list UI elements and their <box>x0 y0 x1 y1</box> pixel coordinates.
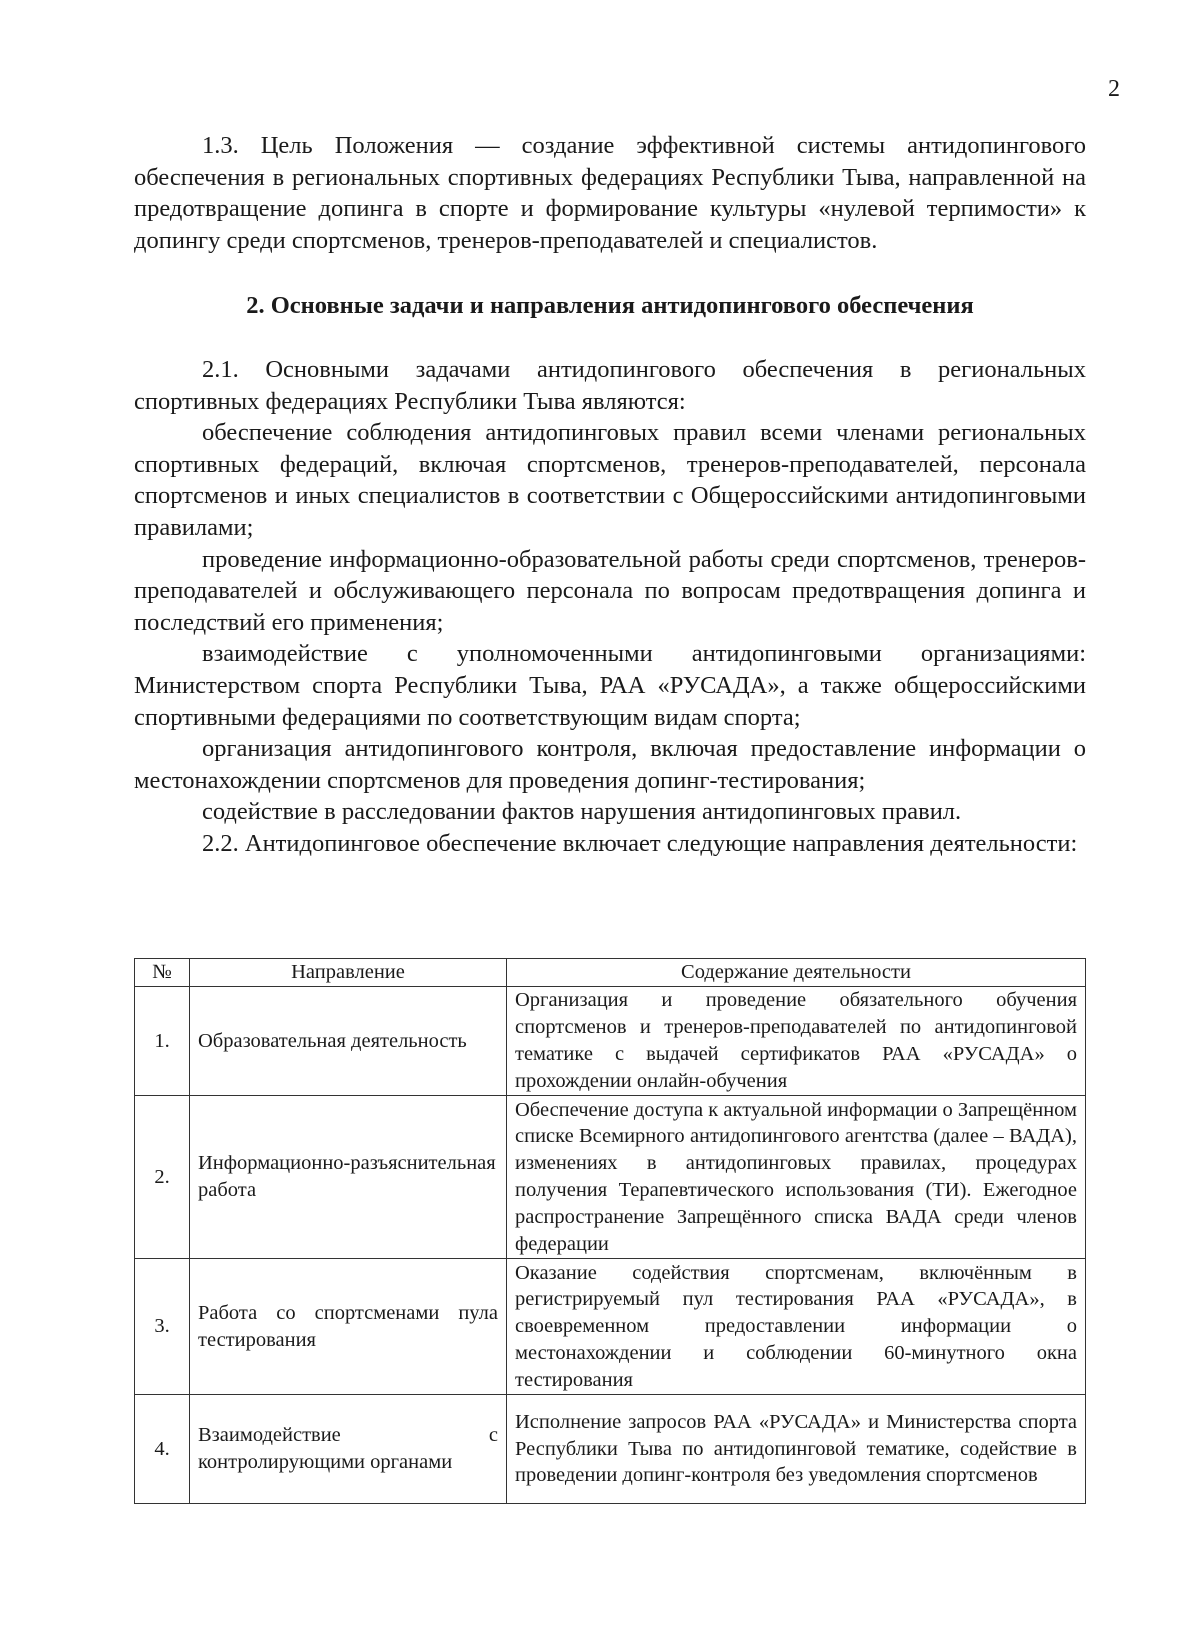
table-row <box>135 987 1086 1096</box>
row-content: Обеспечение доступа к актуальной информации о Запрещённом списке Всемирного антидопингового агентства (далее – ВАДА), изменениях в антидопинговых правилах, процедурах получения Терапевтического использования (ТИ). Ежегодное распространение Запрещённого списка ВАДА среди членов федерации <box>507 1096 1086 1259</box>
header-direction: Направление <box>190 959 507 987</box>
row-direction: Работа со спортсменами пула тестирования <box>190 1259 507 1395</box>
row-number: 4. <box>135 1395 190 1504</box>
table-header-row <box>135 959 1086 987</box>
paragraph-1-3: 1.3. Цель Положения — создание эффективной системы антидопингового обеспечения в региональных спортивных федерациях Республики Тыва, направленной на предотвращение допинга в спорте и формирование культуры «нулевой терпимости» к допингу среди спортсменов, тренеров-преподавателей и специалистов. <box>134 132 1086 254</box>
row-number: 2. <box>135 1096 190 1259</box>
section-2-heading: 2. Основные задачи и направления антидопингового обеспечения <box>246 292 974 320</box>
header-content: Содержание деятельности <box>507 959 1086 987</box>
task-item-2: проведение информационно-образовательной работы среди спортсменов, тренеров-преподавателей и обслуживающего персонала по вопросам предотвращения допинга и последствий его применения; <box>134 545 1086 636</box>
paragraph-2-2: 2.2. Антидопинговое обеспечение включает следующие направления деятельности: <box>202 829 1078 857</box>
row-direction: Взаимодействие с контролирующими органами <box>190 1395 507 1504</box>
task-item-3: взаимодействие с уполномоченными антидопинговыми организациями: Министерством спорта Республики Тыва, РАА «РУСАДА», а также общероссийскими спортивными федерациями по соответствующим видам спорта; <box>134 640 1086 731</box>
table-row <box>135 1259 1086 1395</box>
table-row <box>135 1395 1086 1504</box>
row-content: Организация и проведение обязательного обучения спортсменов и тренеров-преподавателей по антидопинговой тематике с выдачей сертификатов РАА «РУСАДА» о прохождении онлайн-обучения <box>507 987 1086 1096</box>
document-body <box>134 130 1086 859</box>
paragraph-2-1: 2.1. Основными задачами антидопингового обеспечения в региональных спортивных федерациях Республики Тыва являются: <box>134 355 1086 415</box>
row-direction: Образовательная деятельность <box>190 987 507 1096</box>
row-direction: Информационно-разъяснительная работа <box>190 1096 507 1259</box>
task-item-4: организация антидопингового контроля, включая предоставление информации о местонахождении спортсменов для проведения допинг-тестирования; <box>134 735 1086 794</box>
table-row <box>135 1096 1086 1259</box>
page-number: 2 <box>1108 76 1120 102</box>
row-number: 1. <box>135 987 190 1096</box>
row-content: Исполнение запросов РАА «РУСАДА» и Министерства спорта Республики Тыва по антидопинговой тематике, содействие в проведении допинг-контроля без уведомления спортсменов <box>507 1395 1086 1504</box>
row-number: 3. <box>135 1259 190 1395</box>
directions-table <box>134 958 1086 1504</box>
task-item-5: содействие в расследовании фактов нарушения антидопинговых правил. <box>202 798 962 826</box>
header-num: № <box>135 959 190 987</box>
row-content: Оказание содействия спортсменам, включённым в регистрируемый пул тестирования РАА «РУСАДА», в своевременном предоставлении информации о местонахождении и соблюдении 60-минутного окна тестирования <box>507 1259 1086 1395</box>
task-item-1: обеспечение соблюдения антидопинговых правил всеми членами региональных спортивных федераций, включая спортсменов, тренеров-преподавателей, персонала спортсменов и иных специалистов в соответствии с Общероссийскими антидопинговыми правилами; <box>134 419 1086 541</box>
